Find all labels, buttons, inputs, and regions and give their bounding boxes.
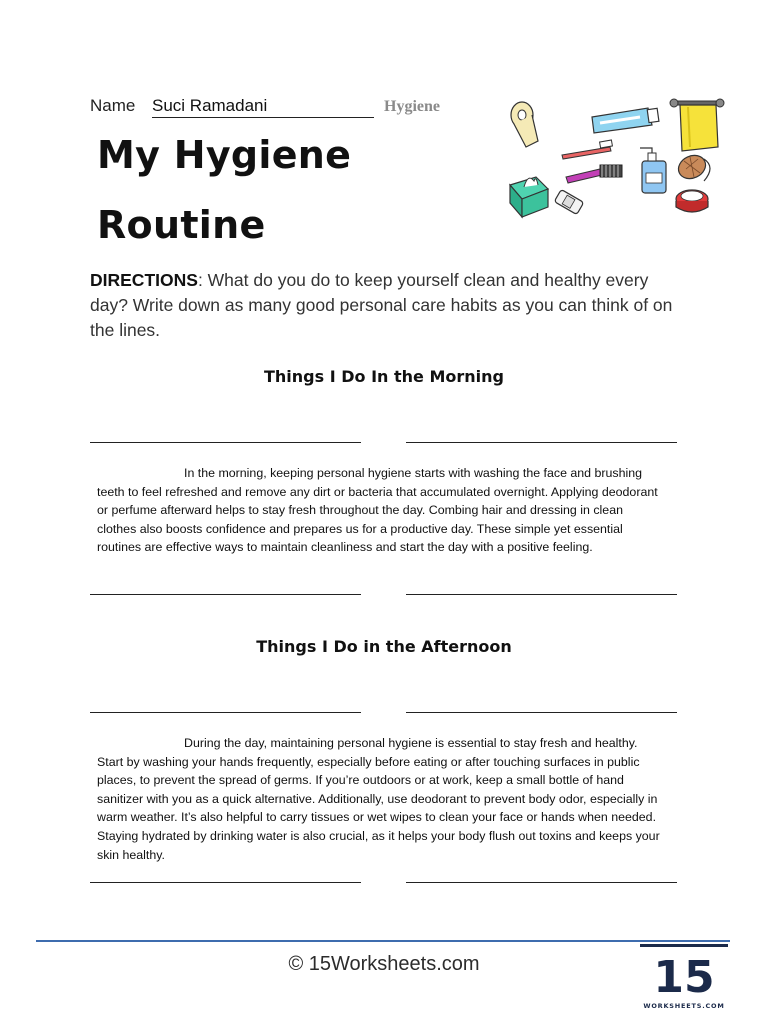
bandage-icon — [554, 189, 584, 214]
toothbrush-icon — [562, 140, 612, 159]
afternoon-answer-text: During the day, maintaining personal hygiene is essential to stay fresh and healthy. Start by washing your hands frequently, especially before eating or after touching surfaces in public places, to prevent the spread of germs. If you’re outdoors or at work, keep a small bottle of hand sanitizer with you as a quick alternative. Additionally, use deodorant to prevent body odor, especially in warm weather. It’s also helpful to carry tissues or wet wipes to clean your face or hands when needed. Staying hydrated by drinking water is also crucial, as it helps your body flush out toxins and keeps your skin healthy. — [97, 736, 660, 862]
morning-heading: Things I Do In the Morning — [264, 367, 504, 386]
footer-divider — [36, 940, 730, 942]
afternoon-line-1-right[interactable] — [406, 712, 677, 713]
morning-answer-text: In the morning, keeping personal hygiene starts with washing the face and brushing teeth to feel refreshed and remove any dirt or bacteria that accumulated overnight. Applying deodorant or perfume afterward helps to stay fresh throughout the day. Combing hair and dressing in clean clothes also boosts confidence and prepares us for a productive day. These simple yet essential routines are effective ways to maintain cleanliness and start the day with a positive feeling. — [97, 466, 658, 555]
logo-number: 15 — [653, 952, 715, 1003]
afternoon-line-2-left[interactable] — [90, 882, 361, 883]
footer-copyright: © 15Worksheets.com — [288, 953, 480, 975]
morning-line-2-right[interactable] — [406, 594, 677, 595]
toothpaste-icon — [592, 108, 659, 133]
morning-line-1-left[interactable] — [90, 442, 361, 443]
morning-line-2-left[interactable] — [90, 594, 361, 595]
towel-icon — [670, 99, 724, 151]
soap-bar-icon — [676, 190, 708, 212]
directions-label: DIRECTIONS — [90, 270, 198, 290]
tissue-box-icon — [510, 177, 548, 217]
logo-text: WORKSHEETS.COM — [643, 1002, 725, 1010]
page-title-line1: My Hygiene — [97, 133, 352, 177]
afternoon-heading: Things I Do in the Afternoon — [256, 637, 512, 656]
toilet-paper-icon — [511, 102, 538, 147]
name-field[interactable]: Suci Ramadani — [152, 96, 374, 118]
worksheets-logo — [640, 944, 730, 1014]
afternoon-line-2-right[interactable] — [406, 882, 677, 883]
page-title-line2: Routine — [97, 203, 266, 247]
directions — [90, 268, 680, 343]
soap-pump-icon — [640, 148, 666, 193]
directions-text: : What do you do to keep yourself clean and healthy every day? Write down as many good personal care habits as you can think of on the lines. — [90, 270, 673, 340]
hairbrush-icon — [566, 165, 622, 183]
afternoon-line-1-left[interactable] — [90, 712, 361, 713]
name-label: Name — [90, 96, 136, 115]
hygiene-clipart — [500, 95, 730, 225]
loofah-icon — [675, 151, 710, 183]
subject-label: Hygiene — [384, 98, 440, 115]
morning-line-1-right[interactable] — [406, 442, 677, 443]
